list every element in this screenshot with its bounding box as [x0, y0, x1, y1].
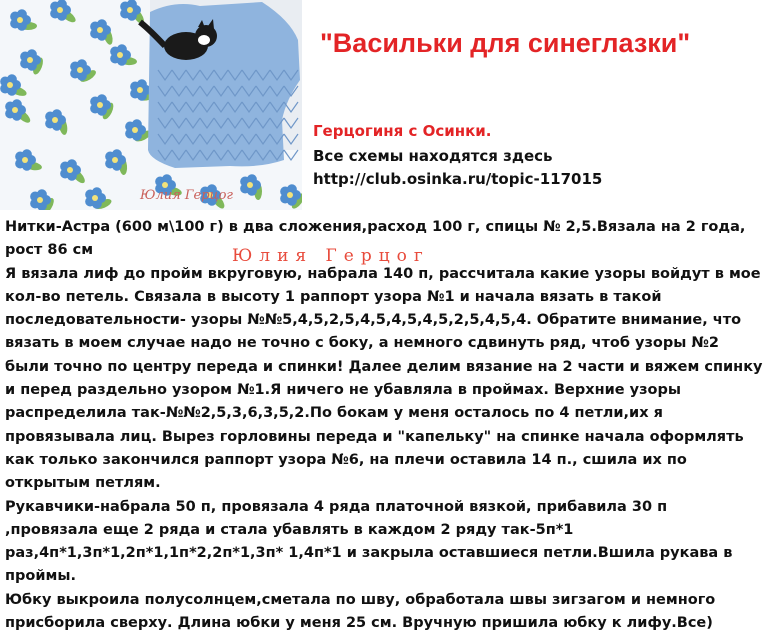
paragraph-sleeves: Рукавчики-набрала 50 п, провязала 4 ряда платочной вязкой, прибавила 30 п ,провязала еще 2 ряда и стала убавлять в каждом 2 ряду так-5п*1 раз,4п*1,3п*1,2п*1,1п*2,2п*1,3п* 1,4п*1 и закрыла оставшиеся петли.Вшила рукава в проймы.	[5, 498, 733, 585]
author-name: Герцогиня с Осинки.	[313, 122, 492, 140]
page-title: "Васильки для синеглазки"	[320, 28, 691, 58]
paragraph-materials: Нитки-Астра (600 м\100 г) в два сложения,расход 100 г, спицы № 2,5.Вязала на 2 года, рост 86 см	[5, 219, 746, 259]
description-text	[5, 216, 765, 635]
paragraph-skirt: Юбку выкроила полусолнцем,сметала по шву, обработала швы зигзагом и немного присборила сверху. Длина юбки у меня 25 см. Вручную пришила юбку к лифу.Все)	[5, 591, 716, 632]
photo-watermark: Юлия Герцог	[140, 188, 233, 203]
paragraph-bodice: Я вязала лиф до пройм вкруговую, набрала 140 п, рассчитала какие узоры войдут в мое кол-во петель. Связала в высоту 1 раппорт узора №1 и начала вязать в такой последовательности- узоры №№5,4,5,2,5,4,5,4,5,4,5,2,5,4,5,4. Обратите внимание, что вязать в моем случае надо не точно с боку, а немного сдвинуть ряд, чтоб узоры №2 были точно по центру переда и спинки! Далее делим вязание на 2 части и вяжем спинку и перед раздельно узором №1.Я ничего не убавляла в проймах. Верхние узоры распределила так-№№2,5,3,6,3,5,2.По бокам у меня осталось по 4 петли,их я провязывала лиц. Вырез горловины переда и "капельку" на спинке начала оформлять как только закончился раппорт узора №6, на плечи оставила 14 п., сшила их по открытым петлям.	[5, 265, 763, 492]
schemes-url: http://club.osinka.ru/topic-117015	[313, 170, 603, 188]
dress-photo	[0, 0, 302, 210]
schemes-note: Все схемы находятся здесь	[313, 147, 553, 165]
author-watermark: Юлия Герцог	[232, 246, 430, 266]
dress-photo-image	[0, 0, 302, 210]
